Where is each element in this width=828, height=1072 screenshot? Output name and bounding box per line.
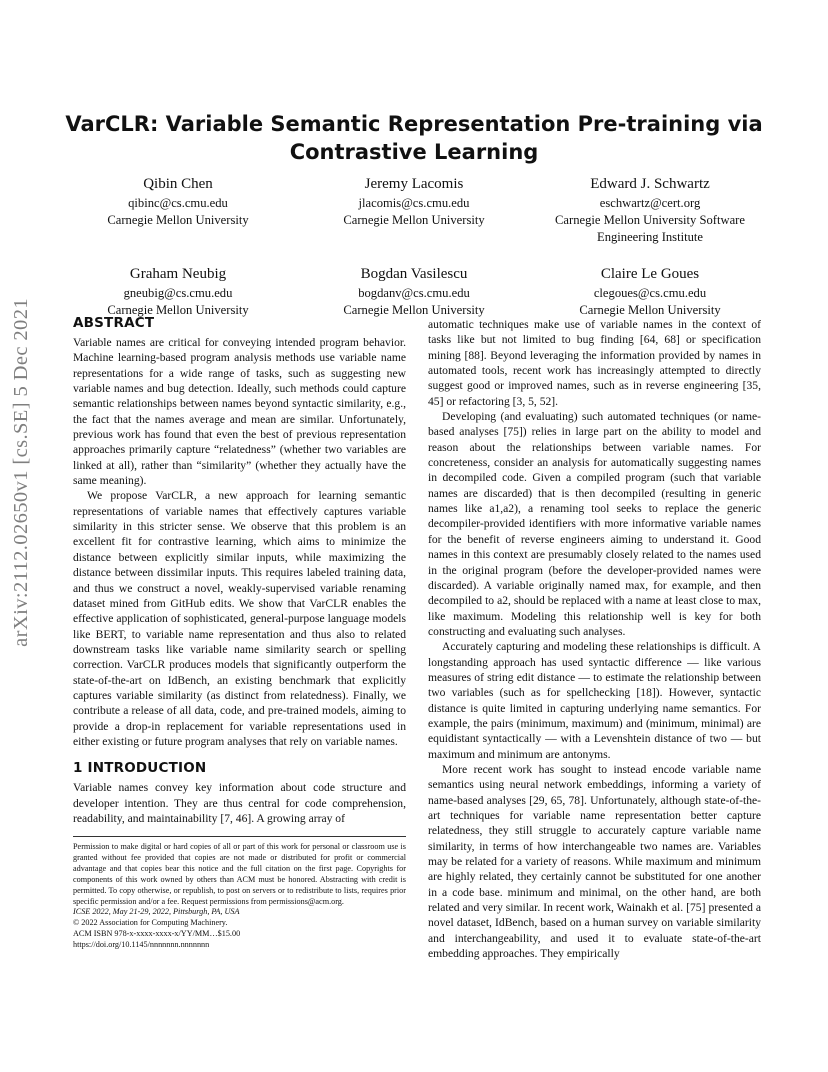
abstract-paragraph: Variable names are critical for conveying intended program behavior. Machine learning-based program analysis methods use variable name representations for a wide range of tasks, such as suggesting new variable names and bug detection. Ideally, such methods could capture semantic relationships between names beyond syntactic similarity, e.g., the fact that the names average and mean are similar. Unfortunately, previous work has found that even the best of previous representation approaches primarily capture “relatedness” (whether two variables are linked at all), rather than “similarity” (whether they actually have the same meaning). xyxy=(73,336,406,488)
right-column xyxy=(428,317,761,961)
doi-link[interactable]: https://doi.org/10.1145/nnnnnnn.nnnnnnn xyxy=(73,940,210,950)
author-email[interactable]: jlacomis@cs.cmu.edu xyxy=(358,196,470,210)
conference-info: ICSE 2022, May 21-29, 2022, Pittsburgh, PA, USA xyxy=(73,907,240,917)
author-name: Qibin Chen xyxy=(143,176,213,192)
author-row xyxy=(60,265,768,319)
author-card xyxy=(60,265,296,319)
author-affiliation: Carnegie Mellon University xyxy=(343,303,485,318)
arxiv-stamp: arXiv:2112.02650v1 [cs.SE] 5 Dec 2021 xyxy=(10,298,32,647)
copyright-footnote xyxy=(73,836,406,951)
author-name: Bogdan Vasilescu xyxy=(360,266,468,283)
author-name: Jeremy Lacomis xyxy=(364,176,464,192)
author-name: Graham Neubig xyxy=(129,266,227,283)
permission-notice: Permission to make digital or hard copies of all or part of this work for personal or classroom use is granted without fee provided that copies are not made or distributed for profit or commercial advantage and that copies bear this notice and the full citation on the first page. Copyrights for components of this work owned by others than ACM must be honored. Abstracting with credit is permitted. To copy otherwise, or republish, to post on servers or to redistribute to lists, requires prior specific permission and/or a fee. Request permissions from permissions@acm.org. xyxy=(73,842,406,906)
author-card xyxy=(532,265,768,319)
introduction-paragraph: Variable names convey key information about code structure and developer intention. They are thus central for code comprehension, readability, and maintainability [7, 46]. A growing array of xyxy=(73,781,406,825)
author-name: Edward J. Schwartz xyxy=(590,176,710,192)
author-affiliation: Carnegie Mellon University Software Engineering Institute xyxy=(555,212,745,244)
author-card xyxy=(296,265,532,319)
author-row xyxy=(60,175,768,245)
body-paragraph: Accurately capturing and modeling these relationships is difficult. A longstanding approach has used syntactic difference — like various measures of string edit distance — to estimate the relationship between two variables (such as for spellchecking [18]). However, syntactic distance is quite limited in capturing underlying name semantics. For example, the pairs (minimum, maximum) and (minimum, minimal) are equidistant syntactically — with a Levenshtein distance of two — but maximum and minimum are antonyms. xyxy=(428,640,761,761)
author-card xyxy=(60,175,296,245)
left-column xyxy=(73,314,406,826)
author-email[interactable]: bogdanv@cs.cmu.edu xyxy=(358,286,470,301)
author-affiliation: Carnegie Mellon University xyxy=(343,212,485,227)
body-paragraph: More recent work has sought to instead encode variable name semantics using neural network embeddings, informing a variety of name-based analyses [29, 65, 78]. Unfortunately, although state-of-the-art techniques for variable name representation better capture relatedness, they still struggle to accurately capture variable name similarity, in terms of how interchangeable two names are. Variables may be related for a variety of reasons. While maximum and minimum are highly related, they certainly cannot be substituted for one another in a code base. minimum and minimal, on the other hand, are both related and very similar. In recent work, Wainakh et al. [75] presented a novel dataset, IdBench, based on a human survey on variable similarity and interchangeability, and used it to evaluate state-of-the-art embedding approaches. They empirically xyxy=(428,762,761,961)
author-email[interactable]: gneubig@cs.cmu.edu xyxy=(123,286,233,301)
author-affiliation: Carnegie Mellon University xyxy=(107,212,249,227)
abstract-paragraph: We propose VarCLR, a new approach for learning semantic representations of variable names that effectively captures variable similarity in this stricter sense. We observe that this problem is an excellent fit for contrastive learning, which aims to minimize the distance between explicitly similar inputs, while maximizing the distance between dissimilar inputs. This requires labeled training data, and thus we construct a novel, weakly-supervised variable renaming dataset mined from GitHub edits. We show that VarCLR enables the effective application of sophisticated, general-purpose language models like BERT, to variable name representation and thus also to related downstream tasks like variable name similarity search or spelling correction. VarCLR produces models that significantly outperform the state-of-the-art on IdBench, an existing benchmark that explicitly captures variable similarity (as distinct from relatedness). Finally, we contribute a release of all data, code, and pre-trained models, aiming to provide a drop-in replacement for variable representations used in either existing or future program analyses that rely on variable names. xyxy=(73,489,406,748)
author-card xyxy=(296,175,532,245)
abstract-heading: ABSTRACT xyxy=(73,315,155,331)
author-card xyxy=(532,175,768,245)
introduction-heading: 1 INTRODUCTION xyxy=(73,760,207,777)
author-email[interactable]: eschwartz@cert.org xyxy=(599,196,701,210)
author-email[interactable]: qibinc@cs.cmu.edu xyxy=(128,196,228,210)
author-email[interactable]: clegoues@cs.cmu.edu xyxy=(593,286,707,301)
author-affiliation: Carnegie Mellon University xyxy=(579,303,721,318)
isbn-line: ACM ISBN 978-x-xxxx-xxxx-x/YY/MM…$15.00 xyxy=(73,929,241,939)
body-paragraph: automatic techniques make use of variable names in the context of tasks like but not limited to bug finding [64, 68] or specification mining [88]. Beyond leveraging the information provided by names in automated tools, recent work has increasingly attempted to directly suggest good or improved names, such as in reverse engineering [35, 45] or refactoring [3, 5, 52]. xyxy=(428,318,761,408)
author-affiliation: Carnegie Mellon University xyxy=(107,303,249,318)
body-paragraph: Developing (and evaluating) such automated techniques (or name-based analyses [75]) relies in large part on the ability to model and reason about the relationships between variable names. For concreteness, consider an analysis for automatically suggesting names in decompiled code. Given a compiled program (such that variable names are discarded) that is then decompiled (resulting in generic names like a1,a2), a renaming tool seeks to replace the generic decompiler-provided identifiers with more informative variable names for the benefit of reverse engineers aiming to understand it. Good names in this context are presumably closely related to the names used in the original program (before the developer-provided names were discarded). A variable originally named max, for example, and then decompiled to a2, should be replaced with a name at least close to max, like maximum. Modeling this relationship well is key for both constructing and evaluating such analyses. xyxy=(428,410,761,638)
author-name: Claire Le Goues xyxy=(600,266,700,283)
paper-title: VarCLR: Variable Semantic Representation Pre-training via Contrastive Learning xyxy=(65,112,763,164)
copyright-line: © 2022 Association for Computing Machinery. xyxy=(73,918,228,928)
